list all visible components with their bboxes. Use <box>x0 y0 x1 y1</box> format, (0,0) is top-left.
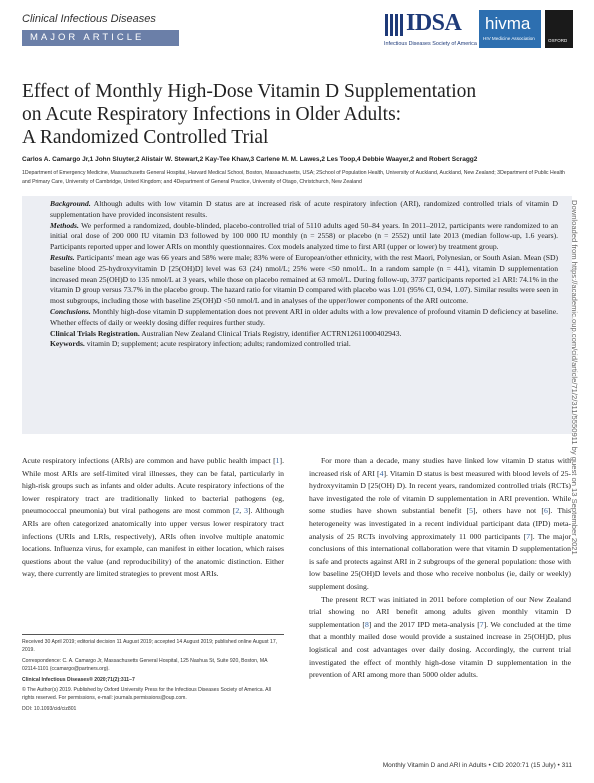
body-paragraph <box>22 455 284 581</box>
title-line: Effect of Monthly High-Dose Vitamin D Supplementation <box>22 81 477 102</box>
abstract-label: Results. <box>50 252 75 262</box>
body-text: ] and the 2017 IPD meta-analysis [ <box>368 619 480 629</box>
idsa-emblem-icon <box>384 12 404 38</box>
abstract-methods <box>36 221 558 253</box>
abstract-text: Australian New Zealand Clinical Trials Registry, identifier ACTRN12611000402943. <box>141 328 402 338</box>
body-text: ]. We concluded at the time that a monthly mailed dose would provide a sustained increase in 25(OH)D, plus logistical and cost advantages over daily dosing. Accordingly, the current trial investigated the effect of monthly high-dose vitamin D supplementation in the prevention of ARI among more than 5000 older adults. <box>309 619 572 680</box>
body-paragraph <box>309 594 571 682</box>
body-text: ]. While most ARIs are self-limited viral illnesses, they can be fatal, particularly in high-risk groups such as infants and older adults. Acute respiratory infections of the lower respiratory tract are traditionally linked to bacterial pathogens (eg, pneumococcal pneumonia) but viral pathogens are most common [ <box>22 456 284 516</box>
body-text: ]. The major conclusions of this international collaboration were that vitamin D supplementation is safe and protects against ARI in 2 subgroups of the general population: those with low baseline 25(OH)D levels and those who receive nonbolus (ie, daily or weekly) supplement dosing. <box>309 531 571 591</box>
abstract-results <box>36 253 558 307</box>
abstract-registration <box>36 329 558 340</box>
body-text: ]. This heterogeneity was investigated in a recent individual participant data (IPD) meta-analysis of 25 RCTs involving approximately 11 000 participants [ <box>309 506 571 541</box>
body-column-right <box>309 455 571 682</box>
abstract-text: Although adults with low vitamin D status are at increased risk of acute respiratory infection (ARI), randomized controlled trials of vitamin D supplementation have provided inconsistent results. <box>50 199 558 219</box>
affiliations: 1Department of Emergency Medicine, Massachusetts General Hospital, Harvard Medical School, Boston, Massachusetts, USA; 2School of Population Health, University of Auckland, Auckland, New Zealand; 3Department of Public Health and Primary Care, University of Cambridge, United Kingdom; and 4Department of General Practice, University of Otago, Christchurch, New Zealand <box>22 170 565 185</box>
download-notice: Downloaded from https://academic.oup.com/cid/article/71/2/311/5550911 by guest on 13 September 2021 <box>570 200 579 555</box>
abstract-text: We performed a randomized, double-blinded, placebo-controlled trial of 5110 adults aged 50–84 years. In 2011–2012, participants were randomized to an initial oral dose of 200 000 IU vitamin D3 followed by 100 000 IU monthly (n = 2558) or placebo (n = 2552) until late 2013 (median follow-up, 1.6 years). Participants reported upper and lower ARIs on monthly questionnaires. Cox models analyzed time to first ARI (upper or lower) by treatment group. <box>50 220 558 252</box>
copyright: © The Author(s) 2019. Published by Oxford University Press for the Infectious Diseases Society of America. All rights reserved. For permissions, e-mail: journals.permissions@oup.com. <box>22 687 271 702</box>
abstract-label: Background. <box>50 199 91 208</box>
download-sidebar <box>572 200 586 620</box>
abstract-text: Participants' mean age was 66 years and 58% were male; 83% were of European/other ethnicity, with the rest Maori, Polynesian, or South Asian. Mean (SD) baseline blood 25-hydroxyvitamin D [25(OH)D] level was 63 (24) nmol/L; 25% were <50 nmol/L. In a random sample (n = 441), vitamin D supplementation increased mean 25(OH)D to 135 nmol/L at 3 years, while those on placebo remained at 63 nmol/L. During follow-up, 3737 participants reported ≥1 ARI: 74.1% in the vitamin D group versus 73.7% in the placebo group. The hazard ratio for vitamin D compared with placebo was 1.01 (95% CI, 0.94, 1.07). Similar results were seen in most subgroups, including those with baseline 25(OH)D <50 nmol/L and in analyses of the upper/lower components of the ARI outcome. <box>50 252 558 306</box>
idsa-logo[interactable] <box>384 10 477 50</box>
page-footer: Monthly Vitamin D and ARI in Adults • CID 2020:71 (15 July) • 311 <box>382 762 572 769</box>
correspondence: Correspondence: C. A. Camargo Jr, Massachusetts General Hospital, 125 Nashua St, Suite 920, Boston, MA 02114-1101 (ccamargo@partners.org). <box>22 657 268 673</box>
hivma-logo-subtitle: HIV Medicine Association <box>483 36 535 41</box>
body-text: Acute respiratory infections (ARIs) are common and have public health impact [ <box>22 456 276 465</box>
body-text: The present RCT was initiated in 2011 before completion of our New Zealand trial showing no ARI benefit among adults given monthly vitamin D supplementation [ <box>309 594 571 629</box>
citation-link[interactable]: 6 <box>543 506 548 516</box>
abstract-text: vitamin D; supplement; acute respiratory infection; adults; randomized controlled trial. <box>86 339 351 349</box>
body-text: , <box>239 506 245 516</box>
body-text: For more than a decade, many studies have linked low vitamin D status with increased risk of ARI [ <box>309 456 571 478</box>
citation-volume: 2020;71(2):311–7 <box>94 676 135 683</box>
doi[interactable]: DOI: 10.1093/cid/ciz801 <box>22 705 77 712</box>
abstract-label: Clinical Trials Registration. <box>50 328 140 338</box>
abstract-label: Conclusions. <box>50 306 91 316</box>
citation-link[interactable]: 7 <box>479 619 484 629</box>
journal-name: Clinical Infectious Diseases <box>22 13 156 25</box>
abstract-keywords <box>36 339 558 350</box>
footnotes <box>22 634 284 715</box>
abstract-box <box>22 196 572 434</box>
title-line: A Randomized Controlled Trial <box>22 127 269 148</box>
article-title <box>22 80 477 149</box>
title-line: on Acute Respiratory Infections in Older Adults: <box>22 104 402 125</box>
citation-journal: Clinical Infectious Diseases® <box>22 676 93 683</box>
body-column-left <box>22 455 284 581</box>
body-text: ]. Although ARIs are often categorized anatomically into upper versus lower respiratory tract infections (URIs and LRIs, respectively), ARIs often involve multiple anatomic locations. Influenza virus, for example, can manifest in either location, which raises questions about the value (and reproducibility) of the anatomic distinction. Either way, there currently are limited strategies to prevent most ARIs. <box>22 506 284 579</box>
abstract-label: Keywords. <box>50 339 85 349</box>
received-dates: Received 30 April 2019; editorial decision 11 August 2019; accepted 14 August 2019; published online August 17, 2019. <box>22 639 278 654</box>
citation-link[interactable]: 5 <box>469 506 473 516</box>
citation-link[interactable]: 7 <box>526 531 531 541</box>
body-text: ]. Vitamin D status is best measured with blood levels of 25-hydroxyvitamin D [25(OH) D). In recent years, randomized controlled trials (RCTs) have investigated the role of vitamin D supplementation in ARI prevention. While some studies have shown substantial benefit [ <box>309 468 571 516</box>
oxford-logo[interactable] <box>545 10 573 48</box>
idsa-logo-text: IDSA <box>406 10 462 36</box>
hivma-logo-text: hivma <box>485 14 531 33</box>
body-paragraph <box>309 455 571 594</box>
abstract-conclusions <box>36 307 558 329</box>
citation-link[interactable]: 1 <box>275 456 280 465</box>
article-type-badge: MAJOR ARTICLE <box>22 30 179 46</box>
author-list: Carlos A. Camargo Jr,1 John Sluyter,2 Alistair W. Stewart,2 Kay-Tee Khaw,3 Carlene M. M. Lawes,2 Les Toop,4 Debbie Waayer,2 and Robert Scragg2 <box>22 156 478 163</box>
citation-line <box>22 676 284 684</box>
hivma-logo[interactable] <box>479 10 541 48</box>
citation-link[interactable]: 8 <box>364 619 369 629</box>
citation-link[interactable]: 3 <box>244 506 248 516</box>
body-text: ], others have not [ <box>472 506 544 516</box>
abstract-label: Methods. <box>50 220 79 230</box>
citation-link[interactable]: 2 <box>235 506 240 516</box>
abstract-background <box>36 199 558 221</box>
abstract-text: Monthly high-dose vitamin D supplementation does not prevent ARI in older adults with a low prevalence of profound vitamin D deficiency at baseline. Whether effects of daily or weekly dosing differ requires further study. <box>50 306 558 327</box>
idsa-logo-subtitle: Infectious Diseases Society of America <box>384 41 477 47</box>
citation-link[interactable]: 4 <box>379 468 384 478</box>
oxford-logo-text: OXFORD <box>548 38 568 43</box>
